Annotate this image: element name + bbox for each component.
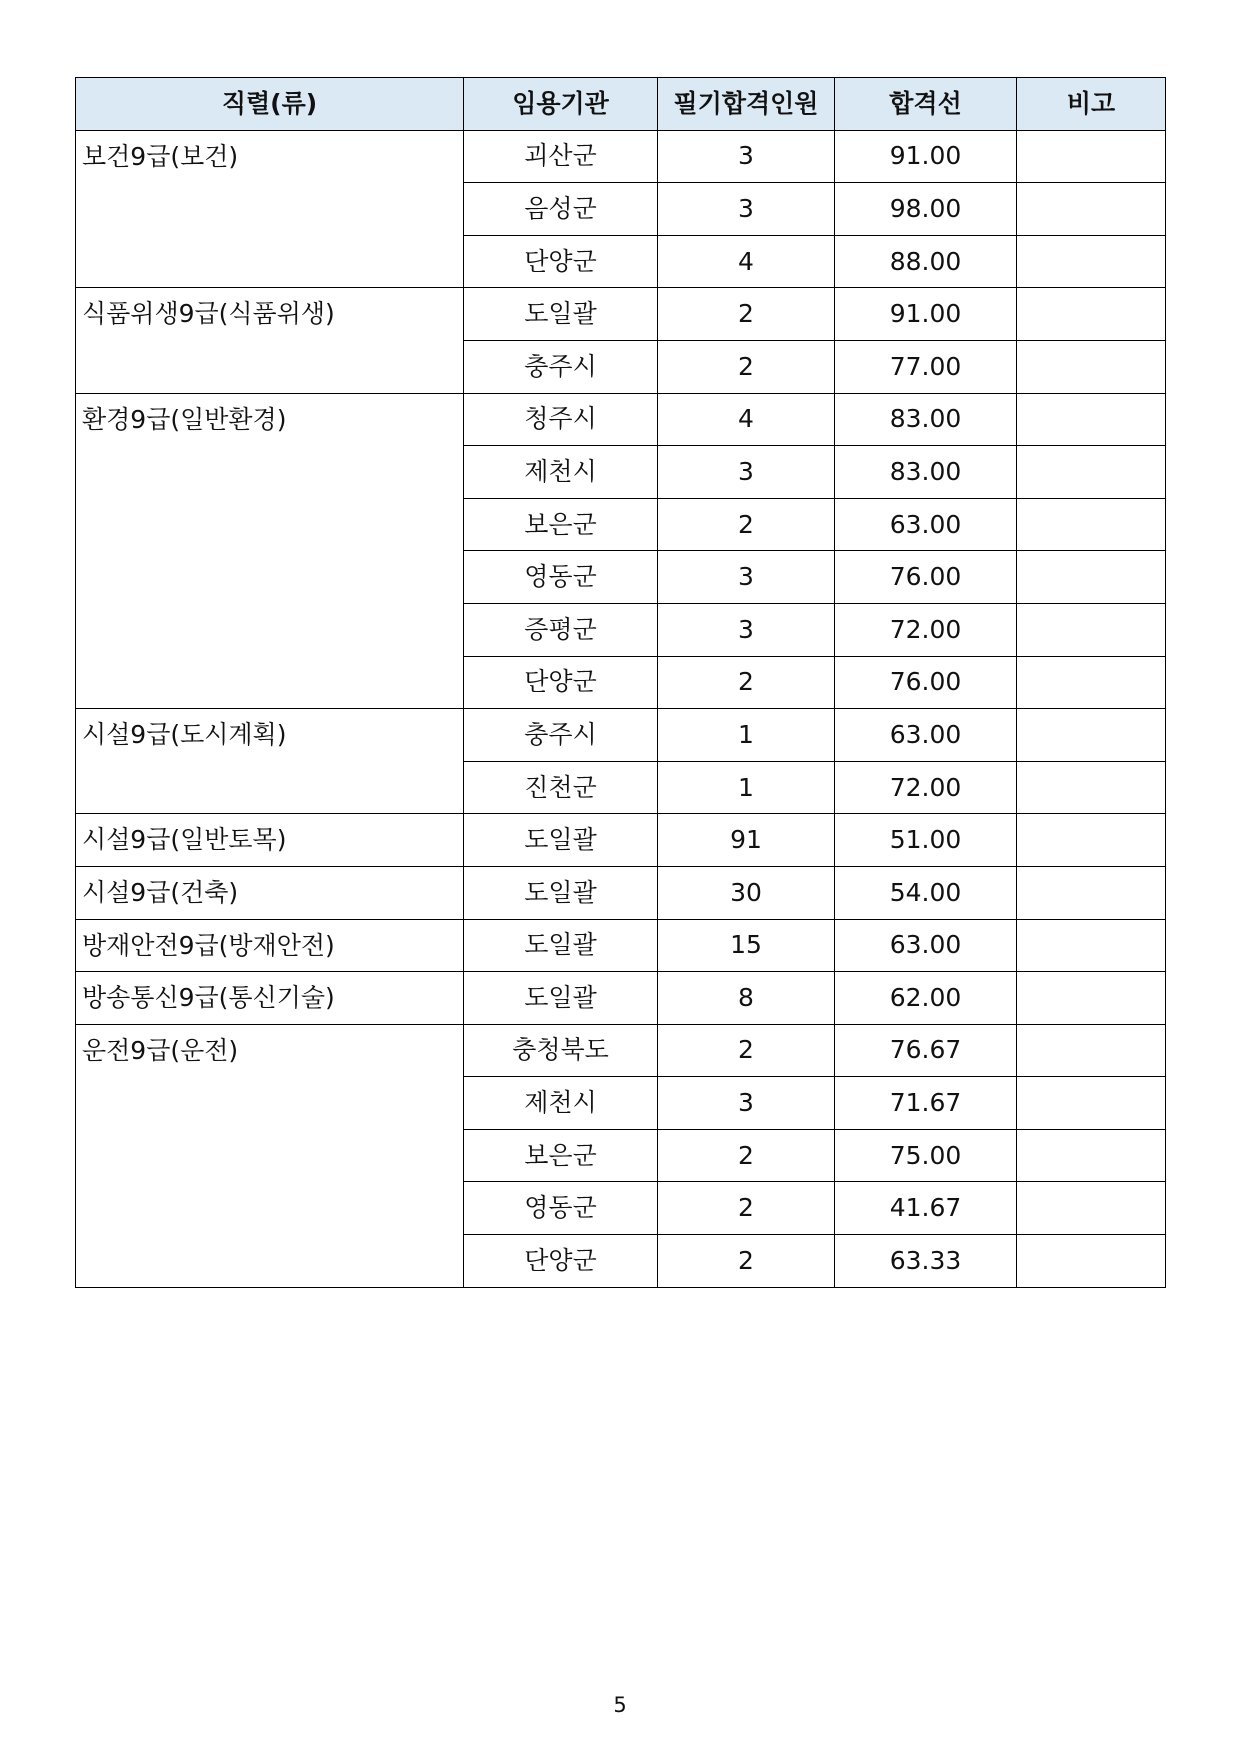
pass-count-cell: 3 bbox=[658, 130, 835, 183]
agency-cell: 증평군 bbox=[464, 603, 658, 656]
note-cell bbox=[1017, 761, 1166, 814]
cutoff-cell: 83.00 bbox=[835, 446, 1017, 499]
agency-cell: 보은군 bbox=[464, 1129, 658, 1182]
pass-count-cell: 2 bbox=[658, 288, 835, 341]
pass-count-cell: 3 bbox=[658, 183, 835, 236]
cutoff-cell: 75.00 bbox=[835, 1129, 1017, 1182]
pass-count-cell: 15 bbox=[658, 919, 835, 972]
cutoff-cell: 54.00 bbox=[835, 866, 1017, 919]
agency-cell: 단양군 bbox=[464, 1235, 658, 1288]
cutoff-cell: 91.00 bbox=[835, 288, 1017, 341]
series-cell: 운전9급(운전) bbox=[76, 1024, 464, 1287]
agency-cell: 충주시 bbox=[464, 709, 658, 762]
pass-count-cell: 4 bbox=[658, 235, 835, 288]
note-cell bbox=[1017, 498, 1166, 551]
pass-count-cell: 3 bbox=[658, 551, 835, 604]
table-header bbox=[76, 78, 1166, 131]
agency-cell: 청주시 bbox=[464, 393, 658, 446]
header-cutoff: 합격선 bbox=[835, 78, 1017, 131]
results-table bbox=[75, 77, 1166, 1288]
agency-cell: 진천군 bbox=[464, 761, 658, 814]
header-agency: 임용기관 bbox=[464, 78, 658, 131]
cutoff-cell: 62.00 bbox=[835, 972, 1017, 1025]
agency-cell: 도일괄 bbox=[464, 972, 658, 1025]
agency-cell: 도일괄 bbox=[464, 866, 658, 919]
note-cell bbox=[1017, 709, 1166, 762]
agency-cell: 단양군 bbox=[464, 656, 658, 709]
note-cell bbox=[1017, 235, 1166, 288]
agency-cell: 영동군 bbox=[464, 1182, 658, 1235]
note-cell bbox=[1017, 972, 1166, 1025]
cutoff-cell: 72.00 bbox=[835, 761, 1017, 814]
pass-count-cell: 2 bbox=[658, 656, 835, 709]
pass-count-cell: 1 bbox=[658, 709, 835, 762]
agency-cell: 제천시 bbox=[464, 1077, 658, 1130]
header-note: 비고 bbox=[1017, 78, 1166, 131]
pass-count-cell: 2 bbox=[658, 340, 835, 393]
cutoff-cell: 41.67 bbox=[835, 1182, 1017, 1235]
cutoff-cell: 51.00 bbox=[835, 814, 1017, 867]
pass-count-cell: 3 bbox=[658, 603, 835, 656]
pass-count-cell: 3 bbox=[658, 446, 835, 499]
agency-cell: 도일괄 bbox=[464, 814, 658, 867]
agency-cell: 제천시 bbox=[464, 446, 658, 499]
table-row bbox=[76, 393, 1166, 446]
note-cell bbox=[1017, 288, 1166, 341]
agency-cell: 음성군 bbox=[464, 183, 658, 236]
pass-count-cell: 1 bbox=[658, 761, 835, 814]
cutoff-cell: 88.00 bbox=[835, 235, 1017, 288]
cutoff-cell: 98.00 bbox=[835, 183, 1017, 236]
pass-count-cell: 2 bbox=[658, 1182, 835, 1235]
cutoff-cell: 63.00 bbox=[835, 709, 1017, 762]
note-cell bbox=[1017, 814, 1166, 867]
agency-cell: 충청북도 bbox=[464, 1024, 658, 1077]
note-cell bbox=[1017, 866, 1166, 919]
agency-cell: 도일괄 bbox=[464, 919, 658, 972]
agency-cell: 영동군 bbox=[464, 551, 658, 604]
series-cell: 시설9급(건축) bbox=[76, 866, 464, 919]
header-series: 직렬(류) bbox=[76, 78, 464, 131]
agency-cell: 보은군 bbox=[464, 498, 658, 551]
cutoff-cell: 83.00 bbox=[835, 393, 1017, 446]
note-cell bbox=[1017, 1182, 1166, 1235]
note-cell bbox=[1017, 393, 1166, 446]
pass-count-cell: 3 bbox=[658, 1077, 835, 1130]
pass-count-cell: 2 bbox=[658, 498, 835, 551]
table-row bbox=[76, 1024, 1166, 1077]
note-cell bbox=[1017, 603, 1166, 656]
cutoff-cell: 63.33 bbox=[835, 1235, 1017, 1288]
note-cell bbox=[1017, 1077, 1166, 1130]
note-cell bbox=[1017, 1024, 1166, 1077]
cutoff-cell: 76.00 bbox=[835, 551, 1017, 604]
series-cell: 방송통신9급(통신기술) bbox=[76, 972, 464, 1025]
note-cell bbox=[1017, 183, 1166, 236]
note-cell bbox=[1017, 340, 1166, 393]
series-cell: 환경9급(일반환경) bbox=[76, 393, 464, 709]
page-number: 5 bbox=[613, 1693, 627, 1717]
series-cell: 시설9급(도시계획) bbox=[76, 709, 464, 814]
note-cell bbox=[1017, 1235, 1166, 1288]
pass-count-cell: 8 bbox=[658, 972, 835, 1025]
note-cell bbox=[1017, 656, 1166, 709]
note-cell bbox=[1017, 130, 1166, 183]
series-cell: 보건9급(보건) bbox=[76, 130, 464, 288]
agency-cell: 충주시 bbox=[464, 340, 658, 393]
pass-count-cell: 2 bbox=[658, 1129, 835, 1182]
table-row bbox=[76, 130, 1166, 183]
header-pass-count: 필기합격인원 bbox=[658, 78, 835, 131]
header-row bbox=[76, 78, 1166, 131]
series-cell: 시설9급(일반토목) bbox=[76, 814, 464, 867]
cutoff-cell: 76.67 bbox=[835, 1024, 1017, 1077]
agency-cell: 단양군 bbox=[464, 235, 658, 288]
pass-count-cell: 4 bbox=[658, 393, 835, 446]
cutoff-cell: 71.67 bbox=[835, 1077, 1017, 1130]
note-cell bbox=[1017, 446, 1166, 499]
table-body bbox=[76, 130, 1166, 1287]
cutoff-cell: 76.00 bbox=[835, 656, 1017, 709]
pass-count-cell: 2 bbox=[658, 1235, 835, 1288]
pass-count-cell: 2 bbox=[658, 1024, 835, 1077]
table-row bbox=[76, 866, 1166, 919]
cutoff-cell: 63.00 bbox=[835, 498, 1017, 551]
table-row bbox=[76, 709, 1166, 762]
agency-cell: 도일괄 bbox=[464, 288, 658, 341]
pass-count-cell: 91 bbox=[658, 814, 835, 867]
table-row bbox=[76, 288, 1166, 341]
note-cell bbox=[1017, 551, 1166, 604]
table-row bbox=[76, 972, 1166, 1025]
table-row bbox=[76, 919, 1166, 972]
cutoff-cell: 63.00 bbox=[835, 919, 1017, 972]
note-cell bbox=[1017, 919, 1166, 972]
series-cell: 식품위생9급(식품위생) bbox=[76, 288, 464, 393]
agency-cell: 괴산군 bbox=[464, 130, 658, 183]
cutoff-cell: 72.00 bbox=[835, 603, 1017, 656]
series-cell: 방재안전9급(방재안전) bbox=[76, 919, 464, 972]
cutoff-cell: 91.00 bbox=[835, 130, 1017, 183]
table-row bbox=[76, 814, 1166, 867]
pass-count-cell: 30 bbox=[658, 866, 835, 919]
note-cell bbox=[1017, 1129, 1166, 1182]
cutoff-cell: 77.00 bbox=[835, 340, 1017, 393]
